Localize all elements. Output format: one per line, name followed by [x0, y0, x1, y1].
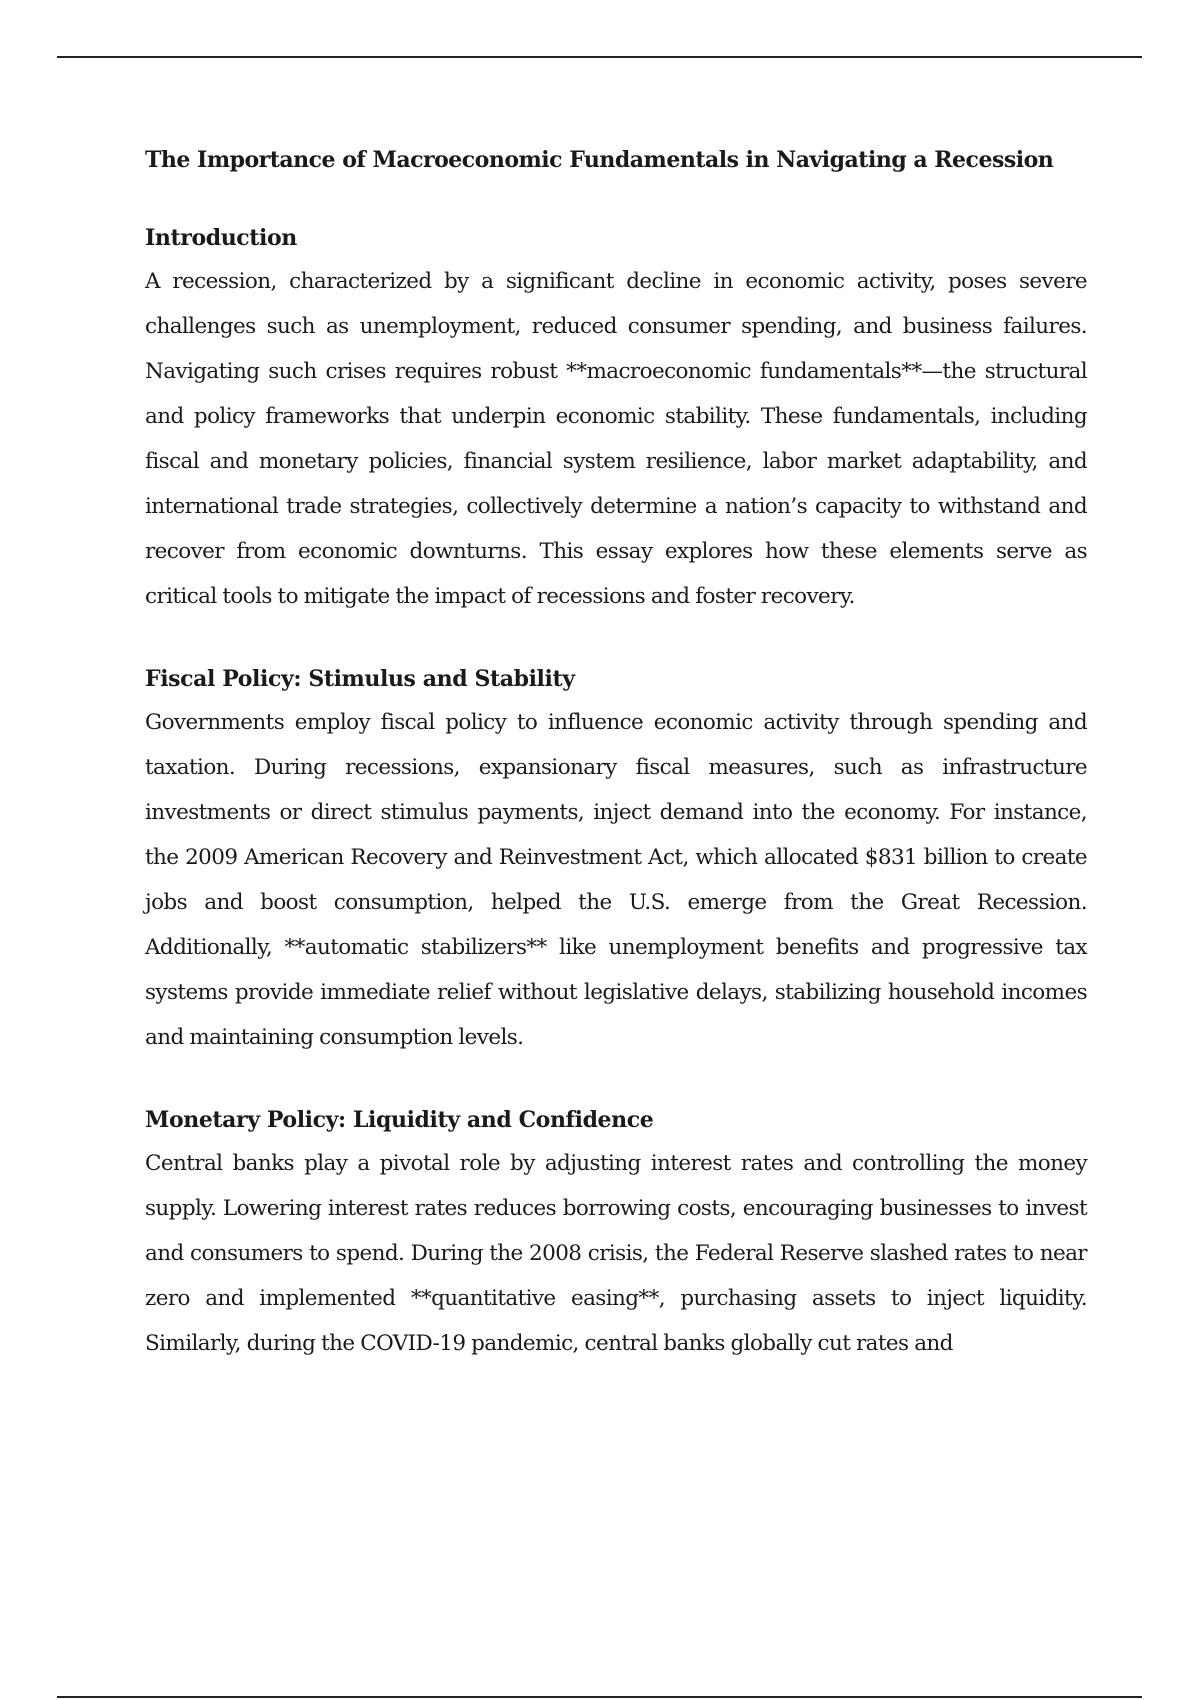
section-monetary-policy: [145, 1104, 1087, 1366]
section-heading: Introduction: [145, 225, 297, 251]
bottom-rule: [57, 1696, 1142, 1698]
section-paragraph: Central banks play a pivotal role by adjusting interest rates and controlling the money supply. Lowering interest rates reduces borrowing costs, encouraging businesses to invest and consumers to spend. During the 2008 crisis, the Federal Reserve slashed rates to near zero and implemented **quantitative easing**, purchasing assets to inject liquidity. Similarly, during the COVID-19 pandemic, central banks globally cut rates and: [145, 1151, 1087, 1356]
section-paragraph: Governments employ fiscal policy to influence economic activity through spending and taxation. During recessions, expansionary fiscal measures, such as infrastructure investments or direct stimulus payments, inject demand into the economy. For instance, the 2009 American Recovery and Reinvestment Act, which allocated $831 billion to create jobs and boost consumption, helped the U.S. emerge from the Great Recession. Additionally, **automatic stabilizers** like unemployment benefits and progressive tax systems provide immediate relief without legislative delays, stabilizing household incomes and maintaining consumption levels.: [145, 710, 1087, 1050]
document-title: The Importance of Macroeconomic Fundamentals in Navigating a Recession: [145, 147, 1054, 173]
section-introduction: [145, 222, 1087, 619]
document-body: [145, 142, 1087, 1366]
section-paragraph: A recession, characterized by a significant decline in economic activity, poses severe challenges such as unemployment, reduced consumer spending, and business failures. Navigating such crises requires robust **macroeconomic fundamentals**—the structural and policy frameworks that underpin economic stability. These fundamentals, including fiscal and monetary policies, financial system resilience, labor market adaptability, and international trade strategies, collectively determine a nation’s capacity to withstand and recover from economic downturns. This essay explores how these elements serve as critical tools to mitigate the impact of recessions and foster recovery.: [145, 269, 1087, 609]
top-rule: [57, 56, 1142, 58]
section-heading: Fiscal Policy: Stimulus and Stability: [145, 666, 575, 692]
section-fiscal-policy: [145, 663, 1087, 1060]
section-heading: Monetary Policy: Liquidity and Confidence: [145, 1107, 654, 1133]
